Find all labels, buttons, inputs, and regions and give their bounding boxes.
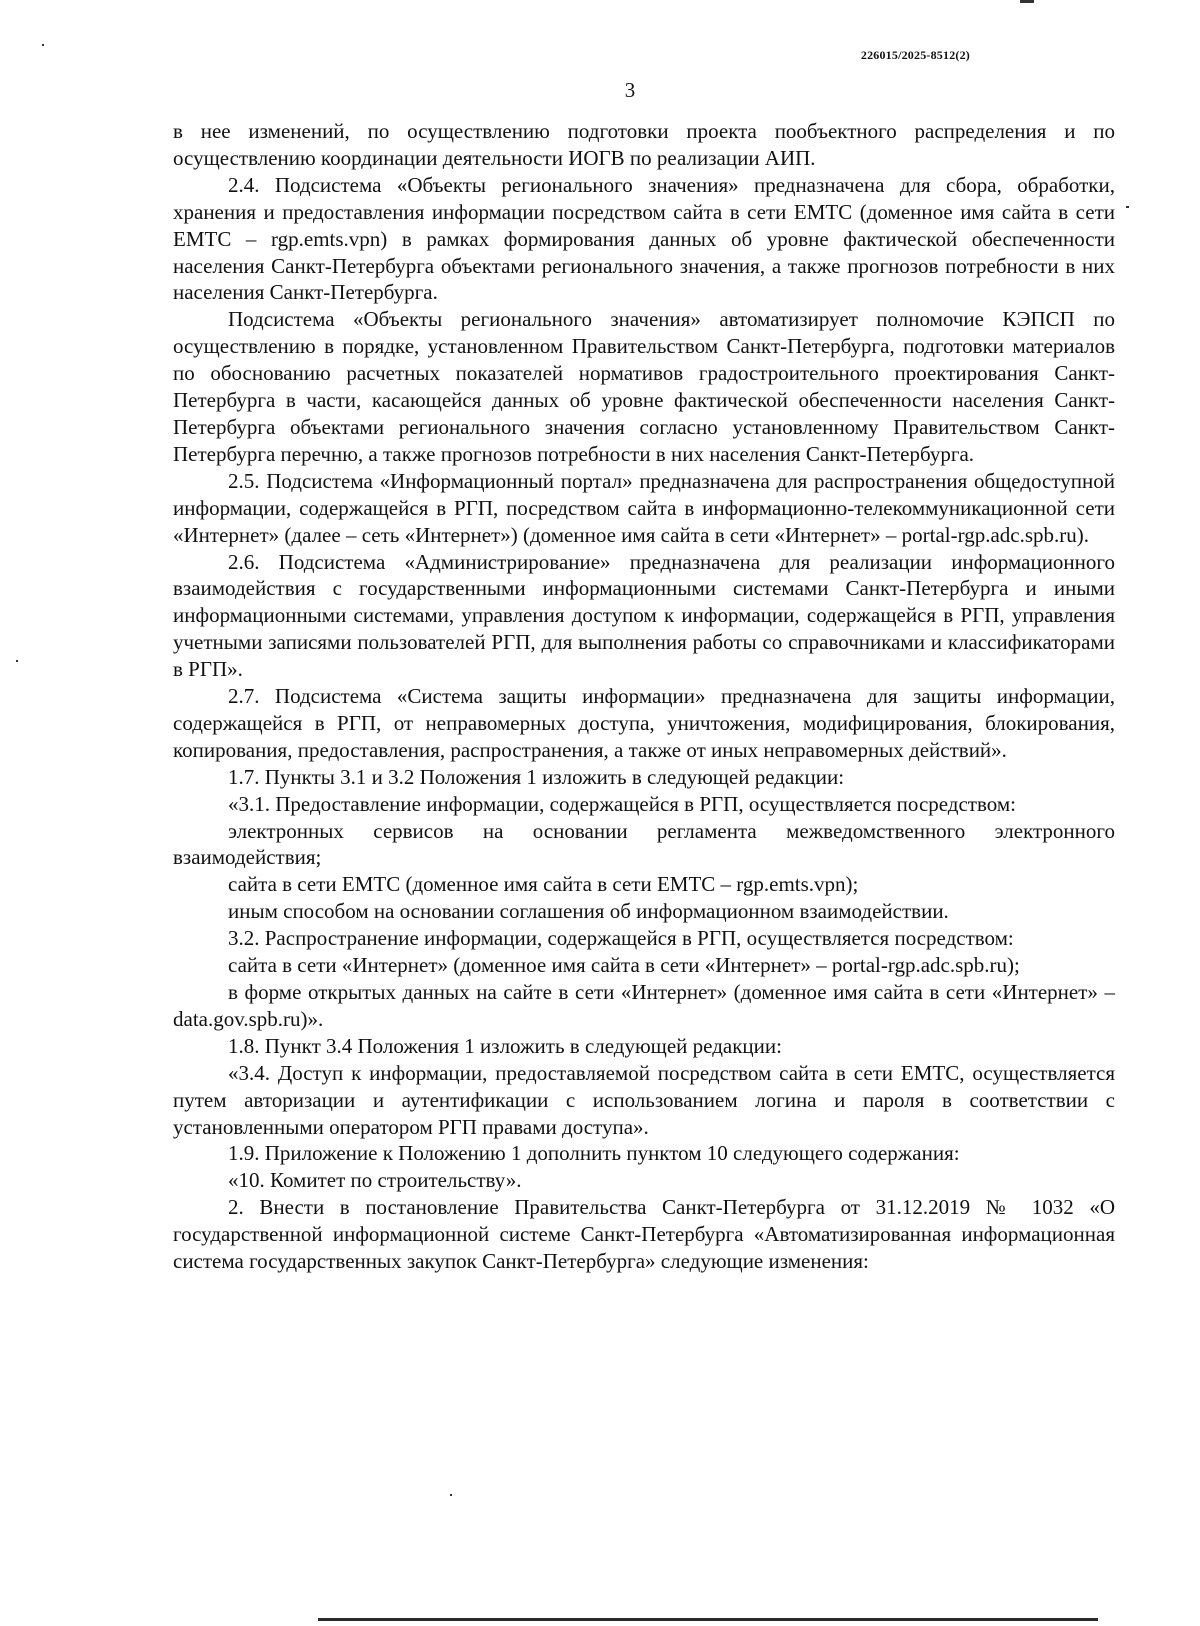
page-number: 3 <box>624 78 636 102</box>
paragraph-1-7: 1.7. Пункты 3.1 и 3.2 Положения 1 изложить в следующей редакции: <box>228 764 845 789</box>
paragraph-2-4: 2.4. Подсистема «Объекты регионального значения» предназначена для сбора, обработки, хранения и предоставления информации посредством сайта в сети ЕМТС (доменное имя сайта в сети ЕМТС – rgp.emts.vpn) в рамках формирования данных об уровне фактической обеспеченности населения Санкт-Петербурга объектами регионального значения, а также прогнозов потребности в них населения Санкт-Петербурга. <box>173 172 1115 305</box>
paragraph-1-9: 1.9. Приложение к Положению 1 дополнить пунктом 10 следующего содержания: <box>228 1141 960 1166</box>
scan-bottom-edge <box>318 1618 1098 1621</box>
scan-speck <box>1126 206 1129 208</box>
list-item-emts-site: сайта в сети ЕМТС (доменное имя сайта в сети ЕМТС – rgp.emts.vpn); <box>228 872 859 897</box>
scan-speck <box>42 44 44 46</box>
scan-speck <box>1020 0 1034 3</box>
paragraph-2-5: 2.5. Подсистема «Информационный портал» предназначена для распространения общедоступной информации, содержащейся в РГП, посредством сайта в информационно-телекоммуникационной сети «Интернет» (далее – сеть «Интернет») (доменное имя сайта в сети «Интернет» – portal-rgp.adc.spb.ru). <box>173 468 1115 547</box>
paragraph-2: 2. Внести в постановление Правительства Санкт-Петербурга от 31.12.2019 № 1032 «О государственной информационной системе Санкт-Петербурга «Автоматизированная информационная система государственных закупок Санкт-Петербурга» следующие изменения: <box>173 1195 1115 1274</box>
list-item-electronic-services: электронных сервисов на основании регламента межведомственного электронного взаимодействия; <box>173 818 1115 870</box>
paragraph-2-6: 2.6. Подсистема «Администрирование» предназначена для реализации информационного взаимодействия с государственными информационными системами Санкт-Петербурга и иными информационными системами, управления доступом к информации, содержащейся в РГП, управления учетными записями пользователей РГП, для выполнения работы со справочниками и классификаторами в РГП». <box>173 549 1115 682</box>
paragraph-continuation: в нее изменений, по осуществлению подготовки проекта пообъектного распределения и по осуществлению координации деятельности ИОГВ по реализации АИП. <box>173 119 1115 170</box>
paragraph-3-2: 3.2. Распространение информации, содержащейся в РГП, осуществляется посредством: <box>228 926 1014 951</box>
scan-speck <box>450 1494 452 1496</box>
list-item-open-data: в форме открытых данных на сайте в сети «Интернет» (доменное имя сайта в сети «Интернет» – data.gov.spb.ru)». <box>173 980 1115 1031</box>
paragraph-3-1: «3.1. Предоставление информации, содержащейся в РГП, осуществляется посредством: <box>228 791 1016 816</box>
paragraph-2-4-automation: Подсистема «Объекты регионального значения» автоматизирует полномочие КЭПСП по осуществлению в порядке, установленном Правительством Санкт-Петербурга, подготовки материалов по обоснованию расчетных показателей нормативов градостроительного проектирования Санкт-Петербурга в части, касающейся данных об уровне фактической обеспеченности населения Санкт-Петербурга объектами регионального значения согласно установленному Правительством Санкт-Петербурга перечню, а также прогнозов потребности в них населения Санкт-Петербурга. <box>173 307 1115 466</box>
document-number: 226015/2025-8512(2) <box>860 48 970 62</box>
scan-speck <box>16 660 18 662</box>
paragraph-10: «10. Комитет по строительству». <box>228 1168 522 1193</box>
list-item-internet-site: сайта в сети «Интернет» (доменное имя сайта в сети «Интернет» – portal-rgp.adc.spb.ru); <box>228 953 1020 978</box>
paragraph-3-4: «3.4. Доступ к информации, предоставляемой посредством сайта в сети ЕМТС, осуществляется путем авторизации и аутентификации с использованием логина и пароля в соответствии с установленными оператором РГП правами доступа». <box>173 1060 1115 1139</box>
list-item-other-method: иным способом на основании соглашения об информационном взаимодействии. <box>228 899 949 924</box>
document-body <box>173 118 1115 1275</box>
paragraph-1-8: 1.8. Пункт 3.4 Положения 1 изложить в следующей редакции: <box>228 1033 782 1058</box>
paragraph-2-7: 2.7. Подсистема «Система защиты информации» предназначена для защиты информации, содержащейся в РГП, от неправомерных доступа, уничтожения, модифицирования, блокирования, копирования, предоставления, распространения, а также от иных неправомерных действий». <box>173 684 1115 762</box>
